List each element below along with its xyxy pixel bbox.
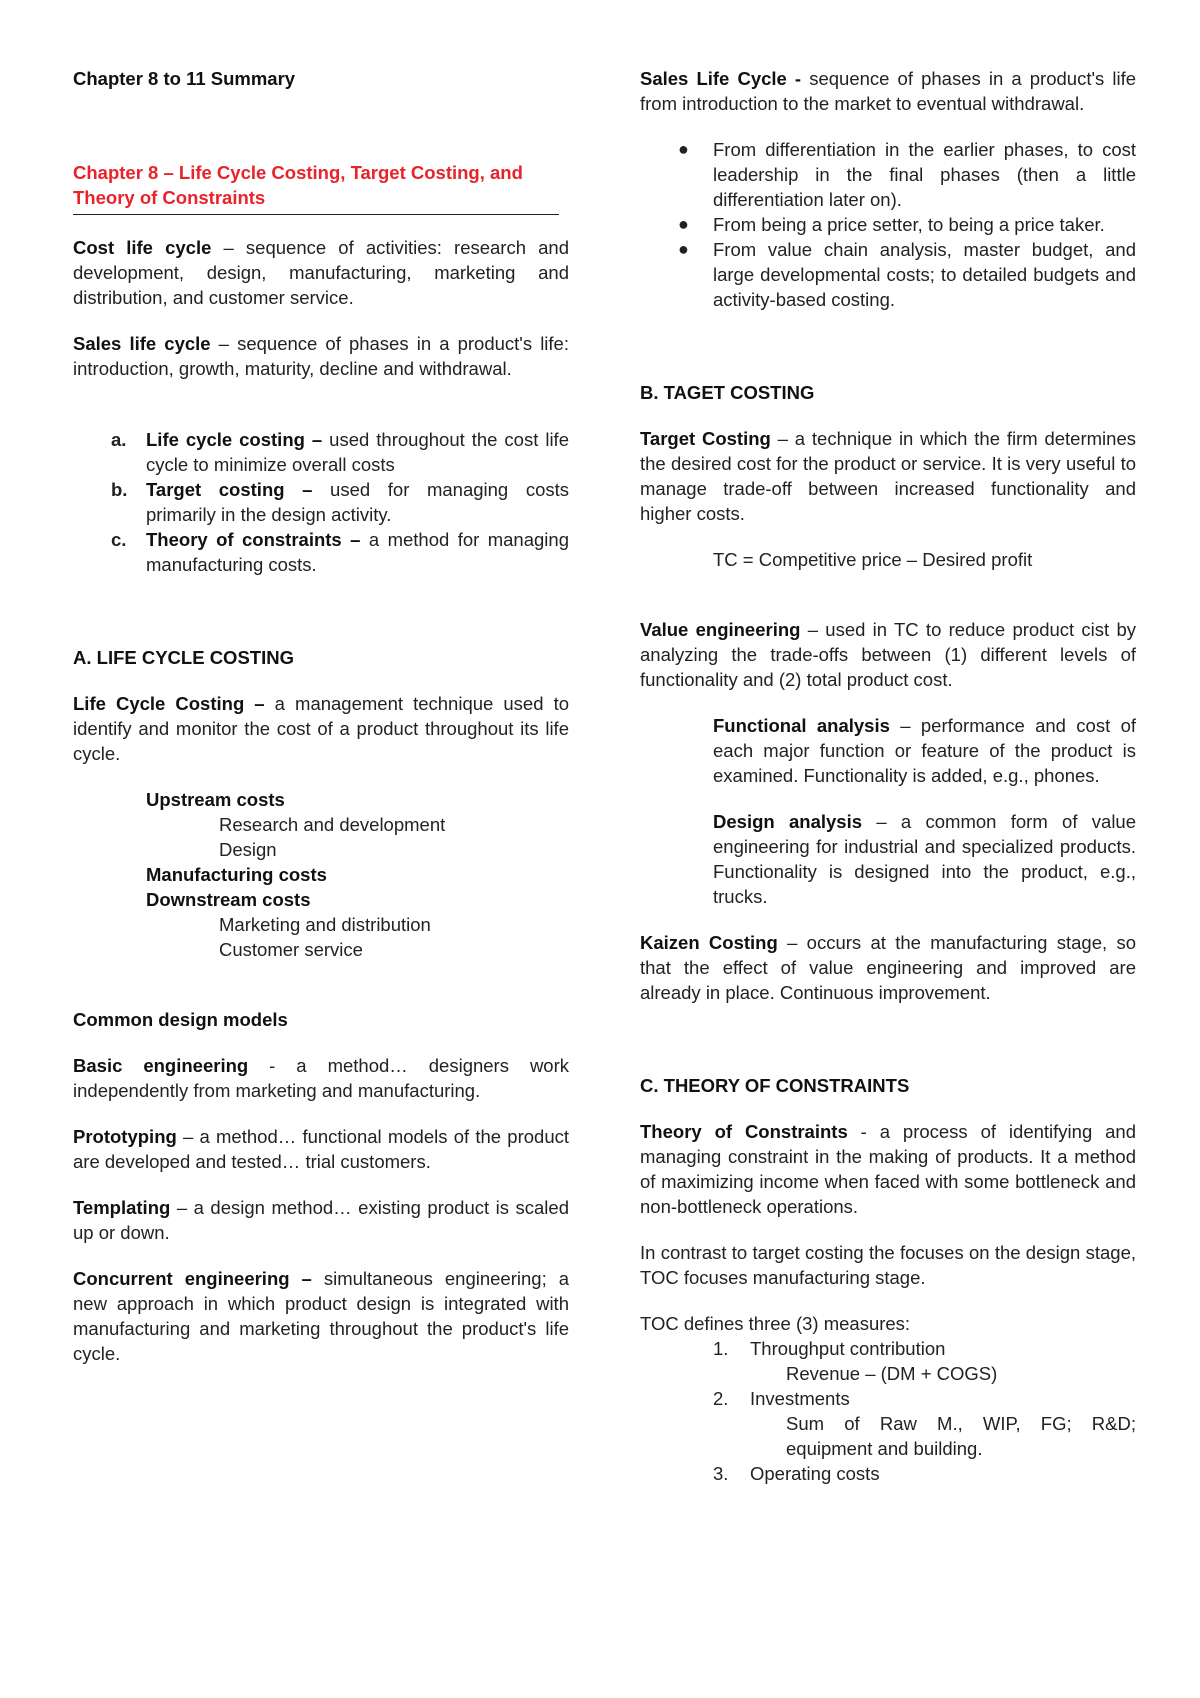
list-item	[73, 477, 569, 527]
list-item	[73, 427, 569, 477]
list-item: ● From being a price setter, to being a price taker.	[678, 214, 1105, 235]
term: Templating	[73, 1197, 171, 1218]
definition: simultaneous engineering; a new approach in which product design is integrated with manufacturing and marketing throughout the product's life cycle.	[73, 1268, 569, 1364]
term: Target Costing	[640, 428, 771, 449]
definition: a management technique used to identify and monitor the cost of a product throughout its life cycle.	[73, 693, 569, 764]
list-item: ● From differentiation in the earlier phases, to cost leadership in the final phases (then a little differentiation later on).	[678, 139, 1136, 210]
toc-measures-list-cont	[640, 1386, 1136, 1411]
bullet-icon: ●	[678, 239, 689, 259]
sales-life-cycle-paragraph	[640, 66, 1136, 116]
life-cycle-costing-paragraph	[73, 691, 569, 766]
term: Kaizen Costing	[640, 932, 778, 953]
cost-item: Customer service	[219, 939, 363, 960]
prototyping-paragraph	[73, 1124, 569, 1174]
toc-measures-list-cont2	[640, 1461, 1136, 1486]
target-cost-formula: TC = Competitive price – Desired profit	[713, 549, 1033, 570]
list-item	[640, 1336, 1136, 1361]
list-marker: b.	[111, 479, 128, 500]
cost-item: Marketing and distribution	[219, 914, 431, 935]
list-item	[73, 527, 569, 577]
term: Prototyping	[73, 1126, 177, 1147]
left-column	[73, 66, 569, 1366]
chapter-heading: Chapter 8 – Life Cycle Costing, Target Costing, and Theory of Constraints	[73, 162, 523, 208]
measures-intro: TOC defines three (3) measures:	[640, 1313, 911, 1334]
definition: a method for managing manufacturing costs.	[146, 529, 569, 575]
definition: - a method… designers work independently from marketing and manufacturing.	[73, 1055, 569, 1101]
term: Concurrent engineering –	[73, 1268, 312, 1289]
manufacturing-costs: Manufacturing costs	[146, 864, 327, 885]
cost-categories	[73, 787, 569, 962]
right-column	[640, 66, 1136, 1486]
bullet-icon: ●	[678, 214, 689, 234]
term: Sales life cycle	[73, 333, 211, 354]
term: Theory of Constraints	[640, 1121, 848, 1142]
definition: – a method… functional models of the product are developed and tested… trial customers.	[73, 1126, 569, 1172]
term: Theory of constraints –	[146, 529, 361, 550]
term: Life Cycle Costing –	[73, 693, 265, 714]
measure-label: Operating costs	[750, 1463, 880, 1484]
term: Basic engineering	[73, 1055, 249, 1076]
term: Functional analysis	[713, 715, 890, 736]
definition: – performance and cost of each major function or feature of the product is examined. Functionality is added, e.g., phones.	[713, 715, 1137, 786]
bullet-icon: ●	[678, 139, 689, 159]
section-b-heading: B. TAGET COSTING	[640, 382, 815, 403]
sales-life-cycle-paragraph	[73, 331, 569, 381]
contrast-paragraph: In contrast to target costing the focuses on the design stage, TOC focuses manufacturing stage.	[640, 1242, 1136, 1288]
templating-paragraph	[73, 1195, 569, 1245]
section-c-heading: C. THEORY OF CONSTRAINTS	[640, 1075, 910, 1096]
definition: sequence of phases in a product's life from introduction to the market to eventual withdrawal.	[640, 68, 1136, 114]
definition: – occurs at the manufacturing stage, so that the effect of value engineering and improved are already in place. Continuous improvement.	[640, 932, 1136, 1003]
downstream-costs: Downstream costs	[146, 889, 311, 910]
toc-measures-list	[640, 1336, 1136, 1361]
list-marker: a.	[111, 429, 127, 450]
section-a-heading: A. LIFE CYCLE COSTING	[73, 647, 294, 668]
measure-label: Investments	[750, 1388, 850, 1409]
upstream-costs: Upstream costs	[146, 789, 285, 810]
common-design-models-heading: Common design models	[73, 1009, 288, 1030]
term: Sales Life Cycle -	[640, 68, 802, 89]
definition: – used in TC to reduce product cist by analyzing the trade-offs between (1) different levels of functionality and (2) total product cost.	[640, 619, 1136, 690]
term: Cost life cycle	[73, 237, 212, 258]
list-marker: c.	[111, 529, 127, 550]
design-analysis-paragraph	[640, 809, 1136, 909]
list-number: 3.	[713, 1463, 729, 1484]
cost-life-cycle-paragraph	[73, 235, 569, 310]
definition: used throughout the cost life cycle to minimize overall costs	[146, 429, 569, 475]
term: Target costing –	[146, 479, 313, 500]
cost-item: Research and development	[219, 814, 446, 835]
measure-detail: Revenue – (DM + COGS)	[786, 1363, 998, 1384]
term: Life cycle costing –	[146, 429, 323, 450]
basic-engineering-paragraph	[73, 1053, 569, 1103]
phase-bullet-list	[640, 137, 1136, 312]
target-costing-paragraph	[640, 426, 1136, 526]
value-engineering-paragraph	[640, 617, 1136, 692]
definition: – a design method… existing product is scaled up or down.	[73, 1197, 569, 1243]
term: Design analysis	[713, 811, 863, 832]
list-item	[640, 1461, 1136, 1486]
document-title: Chapter 8 to 11 Summary	[73, 68, 296, 89]
definition: used for managing costs primarily in the design activity.	[146, 479, 570, 525]
list-number: 2.	[713, 1388, 729, 1409]
concurrent-engineering-paragraph	[73, 1266, 569, 1366]
definition: – sequence of phases in a product's life: introduction, growth, maturity, decline and withdrawal.	[73, 333, 569, 379]
list-item	[640, 1386, 1136, 1411]
kaizen-costing-paragraph	[640, 930, 1136, 1005]
list-item: ● From value chain analysis, master budget, and large developmental costs; to detailed budgets and activity-based costing.	[678, 239, 1136, 310]
measure-label: Throughput contribution	[750, 1338, 946, 1359]
term: Value engineering	[640, 619, 801, 640]
definition: - a process of identifying and managing constraint in the making of products. It a method of maximizing income when faced with some bottleneck and non-bottleneck operations.	[640, 1121, 1136, 1217]
list-number: 1.	[713, 1338, 729, 1359]
cost-item: Design	[219, 839, 277, 860]
costing-methods-list	[73, 427, 569, 577]
theory-of-constraints-paragraph	[640, 1119, 1136, 1219]
definition: – a common form of value engineering for industrial and specialized products. Functionality is designed into the product, e.g., trucks.	[713, 811, 1137, 907]
definition: – sequence of activities: research and development, design, manufacturing, marketing and distribution, and customer service.	[73, 237, 569, 308]
functional-analysis-paragraph	[640, 713, 1136, 788]
measure-detail: Sum of Raw M., WIP, FG; R&D; equipment and building.	[786, 1413, 1136, 1459]
definition: – a technique in which the firm determines the desired cost for the product or service. It is very useful to manage trade-off between increased functionality and higher costs.	[640, 428, 1136, 524]
